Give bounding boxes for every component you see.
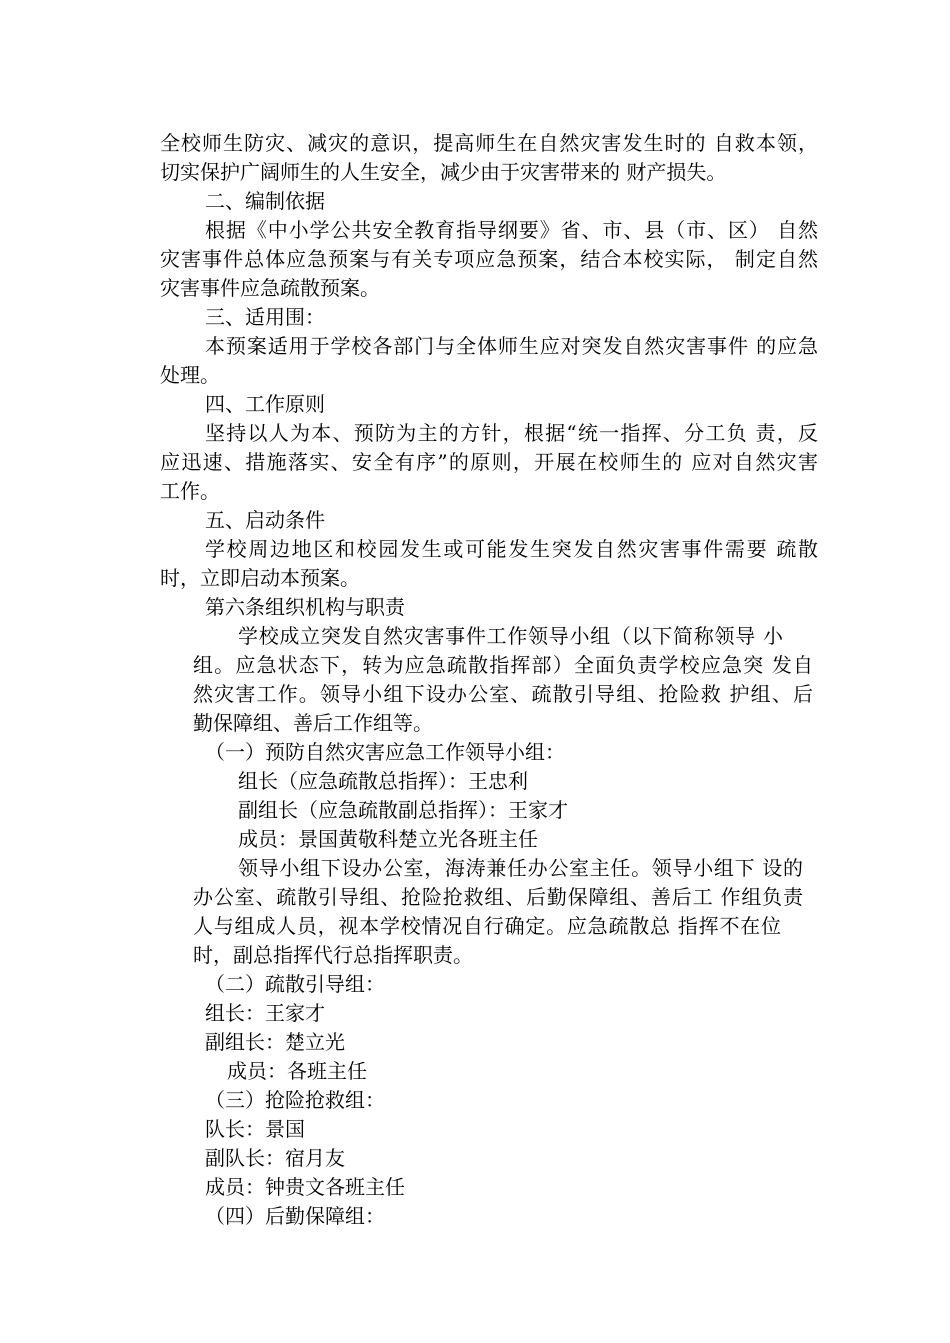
section-heading: 第六条组织机构与职责 xyxy=(205,595,405,619)
text-line: 学校成立突发自然灾害事件工作领导小组（以下简称领导 小 xyxy=(238,624,783,648)
text-line: 勤保障组、善后工作组等。 xyxy=(193,711,433,735)
text-line: 坚持以人为本、预防为主的方针，根据“统一指挥、分工负 责，反 xyxy=(205,421,818,445)
text-line: 领导小组下设办公室，海涛兼任办公室主任。领导小组下 设的 xyxy=(238,856,803,880)
section-heading: 三、适用围： xyxy=(205,305,325,329)
section-heading: 二、编制依据 xyxy=(205,189,325,213)
text-line: 时，副总指挥代行总指挥职责。 xyxy=(193,943,473,967)
subsection-heading: （一）预防自然灾害应急工作领导小组： xyxy=(205,740,565,764)
text-line: 学校周边地区和校园发生或可能发生突发自然灾害事件需要 疏散 xyxy=(205,537,818,561)
text-line: 工作。 xyxy=(160,479,220,503)
text-line: 组长：王家才 xyxy=(205,1001,325,1025)
text-line: 灾害事件应急疏散预案。 xyxy=(160,276,380,300)
text-line: 队长：景国 xyxy=(205,1117,305,1141)
text-line: 副队长：宿月友 xyxy=(205,1146,345,1170)
text-line: 组长（应急疏散总指挥）：王忠利 xyxy=(238,769,528,793)
text-line: 副组长：楚立光 xyxy=(205,1030,345,1054)
section-heading: 五、启动条件 xyxy=(205,508,325,532)
text-line: 办公室、疏散引导组、抢险抢救组、后勤保障组、善后工 作组负责 xyxy=(193,885,803,909)
text-line: 全校师生防灾、减灾的意识，提高师生在自然灾害发生时的 自救本领， xyxy=(160,131,818,155)
text-line: 灾害事件总体应急预案与有关专项应急预案，结合本校实际， 制定自然 xyxy=(160,247,818,271)
text-line: 切实保护广阔师生的人生安全，减少由于灾害带来的 财产损失。 xyxy=(160,160,727,184)
text-line: 应迅速、措施落实、安全有序”的原则，开展在校师生的 应对自然灾害 xyxy=(160,450,818,474)
subsection-heading: （三）抢险抢救组： xyxy=(205,1088,385,1112)
section-heading: 四、工作原则 xyxy=(205,392,325,416)
text-line: 然灾害工作。领导小组下设办公室、疏散引导组、抢险救 护组、后 xyxy=(193,682,813,706)
text-line: 成员：各班主任 xyxy=(227,1059,367,1083)
text-line: 成员：景国黄敬科楚立光各班主任 xyxy=(238,827,538,851)
text-line: 副组长（应急疏散副总指挥）：王家才 xyxy=(238,798,568,822)
text-line: 时，立即启动本预案。 xyxy=(160,566,360,590)
text-line: 根据《中小学公共安全教育指导纲要》省、市、县（市、区） 自然 xyxy=(205,218,818,242)
text-line: 成员：钟贵文各班主任 xyxy=(205,1175,405,1199)
subsection-heading: （四）后勤保障组： xyxy=(205,1204,385,1228)
text-line: 人与组成人员，视本学校情况自行确定。应急疏散总 指挥不在位 xyxy=(193,914,781,938)
text-line: 本预案适用于学校各部门与全体师生应对突发自然灾害事件 的应急 xyxy=(205,334,818,358)
subsection-heading: （二）疏散引导组： xyxy=(205,972,385,996)
text-line: 组。应急状态下，转为应急疏散指挥部）全面负责学校应急突 发自 xyxy=(193,653,813,677)
text-line: 处理。 xyxy=(160,363,220,387)
